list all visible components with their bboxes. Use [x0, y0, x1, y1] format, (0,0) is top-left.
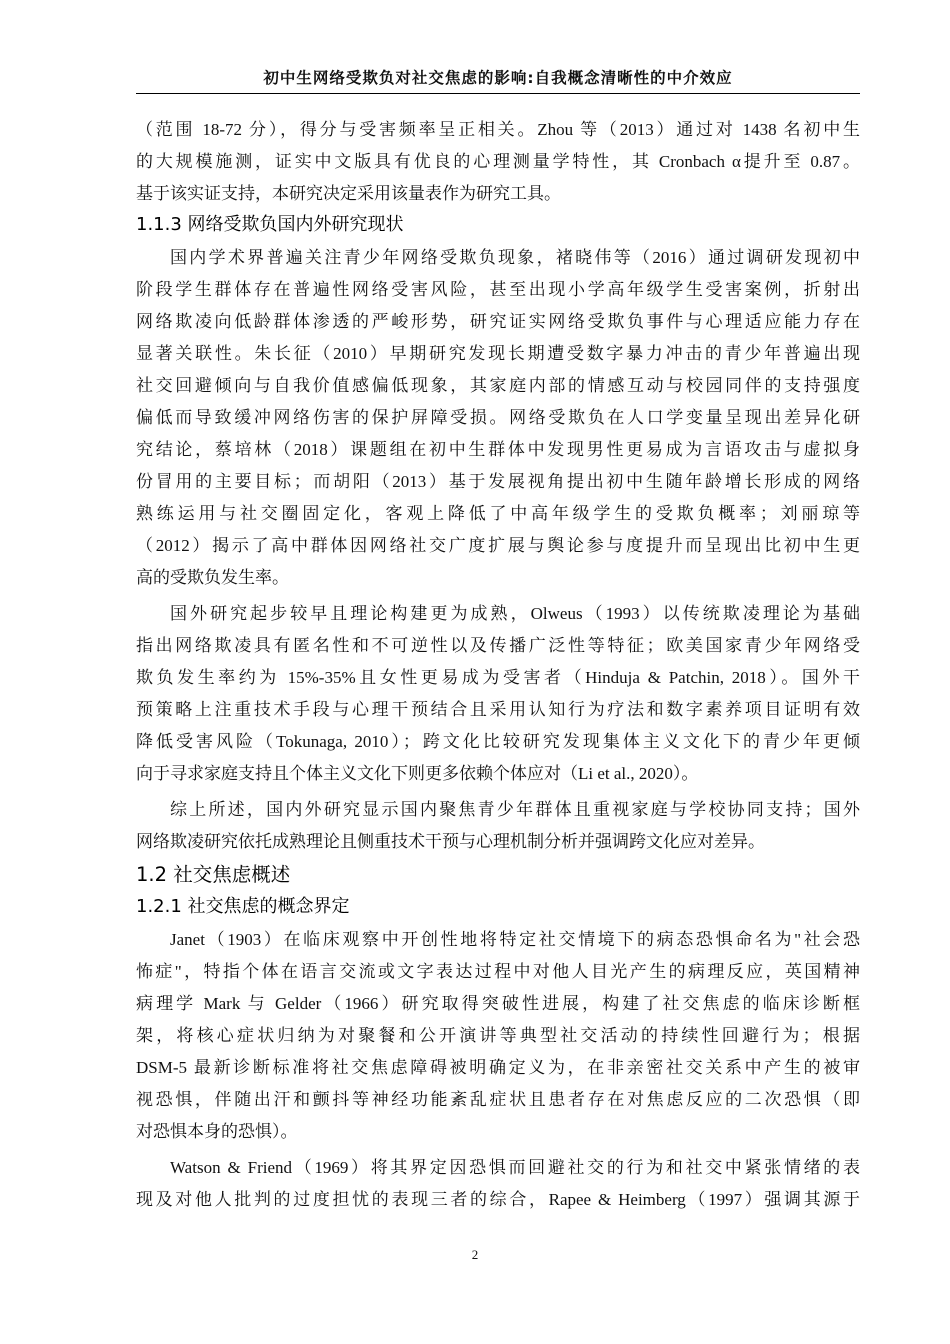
text-line: 架，将核心症状归纳为对聚餐和公开演讲等典型社交活动的持续性回避行为；根据	[136, 1026, 860, 1045]
text-line: 网络欺凌向低龄群体渗透的严峻形势，研究证实网络受欺负事件与心理适应能力存在	[136, 312, 860, 331]
text-line: 病理学 Mark 与 Gelder（1966）研究取得突破性进展，构建了社交焦虑的临床诊断框	[136, 994, 860, 1013]
text-line: 指出网络欺凌具有匿名性和不可逆性以及传播广泛性等特征；欧美国家青少年网络受	[136, 636, 860, 655]
text-line: 欺负发生率约为 15%-35%且女性更易成为受害者（Hinduja & Patchin, 2018）。国外干	[136, 668, 860, 687]
section-heading-1-2-1: 1.2.1 社交焦虑的概念界定	[136, 896, 350, 917]
text-line: （范围 18-72 分），得分与受害频率呈正相关。Zhou 等（2013）通过对 1438 名初中生	[136, 120, 860, 139]
text-line: Janet（1903）在临床观察中开创性地将特定社交情境下的病态恐惧命名为"社会恐	[170, 930, 860, 949]
text-line: 现及对他人批判的过度担忧的表现三者的综合，Rapee & Heimberg（1997）强调其源于	[136, 1190, 860, 1209]
text-line: 综上所述，国内外研究显示国内聚焦青少年群体且重视家庭与学校协同支持；国外	[170, 800, 860, 819]
text-line: 高的受欺负发生率。	[136, 568, 289, 587]
text-line: 对恐惧本身的恐惧）。	[136, 1122, 298, 1141]
text-line: 的大规模施测，证实中文版具有优良的心理测量学特性，其 Cronbach α提升至 0.87。	[136, 152, 860, 171]
text-line: 阶段学生群体存在普遍性网络受害风险，甚至出现小学高年级学生受害案例，折射出	[136, 280, 860, 299]
text-line: 熟练运用与社交圈固定化，客观上降低了中高年级学生的受欺负概率；刘丽琼等	[136, 504, 860, 523]
running-header: 初中生网络受欺负对社交焦虑的影响:自我概念清晰性的中介效应	[263, 69, 733, 87]
text-line: DSM-5 最新诊断标准将社交焦虑障碍被明确定义为，在非亲密社交关系中产生的被审	[136, 1058, 860, 1077]
text-line: 降低受害风险（Tokunaga, 2010）；跨文化比较研究发现集体主义文化下的青少年更倾	[136, 732, 860, 751]
page-number: 2	[471, 1247, 479, 1262]
text-line: 显著关联性。朱长征（2010）早期研究发现长期遭受数字暴力冲击的青少年普遍出现	[136, 344, 860, 363]
text-line: 份冒用的主要目标；而胡阳（2013）基于发展视角提出初中生随年龄增长形成的网络	[136, 472, 860, 491]
text-line: （2012）揭示了高中群体因网络社交广度扩展与舆论参与度提升而呈现出比初中生更	[136, 536, 860, 555]
section-heading-1-2: 1.2 社交焦虑概述	[136, 863, 291, 886]
text-line: 向于寻求家庭支持且个体主义文化下则更多依赖个体应对（Li et al., 2020）。	[136, 764, 699, 783]
paragraph-intro-end	[136, 114, 860, 210]
text-line: 网络欺凌研究依托成熟理论且侧重技术干预与心理机制分析并强调跨文化应对差异。	[136, 832, 765, 851]
paragraph-concept-definition	[136, 924, 860, 1148]
text-line: 偏低而导致缓冲网络伤害的保护屏障受损。网络受欺负在人口学变量呈现出差异化研	[136, 408, 860, 427]
paragraph-domestic-research	[136, 242, 860, 594]
header-rule	[136, 93, 860, 94]
text-line: 国内学术界普遍关注青少年网络受欺负现象，褚晓伟等（2016）通过调研发现初中	[170, 248, 860, 267]
paragraph-watson-friend	[136, 1152, 860, 1216]
text-line: 怖症"，特指个体在语言交流或文字表达过程中对他人目光产生的病理反应，英国精神	[136, 962, 860, 981]
text-line: 究结论，蔡培林（2018）课题组在初中生群体中发现男性更易成为言语攻击与虚拟身	[136, 440, 860, 459]
text-line: Watson & Friend（1969）将其界定因恐惧而回避社交的行为和社交中紧张情绪的表	[170, 1158, 860, 1177]
text-line: 社交回避倾向与自我价值感偏低现象，其家庭内部的情感互动与校园同伴的支持强度	[136, 376, 860, 395]
paragraph-foreign-research	[136, 598, 860, 790]
text-line: 视恐惧，伴随出汗和颤抖等神经功能紊乱症状且患者存在对焦虑反应的二次恐惧（即	[136, 1090, 860, 1109]
text-line: 预策略上注重技术手段与心理干预结合且采用认知行为疗法和数字素养项目证明有效	[136, 700, 860, 719]
paragraph-summary	[136, 794, 860, 858]
text-line: 基于该实证支持，本研究决定采用该量表作为研究工具。	[136, 184, 561, 203]
section-heading-1-1-3: 1.1.3 网络受欺负国内外研究现状	[136, 214, 404, 235]
text-line: 国外研究起步较早且理论构建更为成熟，Olweus（1993）以传统欺凌理论为基础	[170, 604, 860, 623]
body-text	[136, 114, 860, 1216]
